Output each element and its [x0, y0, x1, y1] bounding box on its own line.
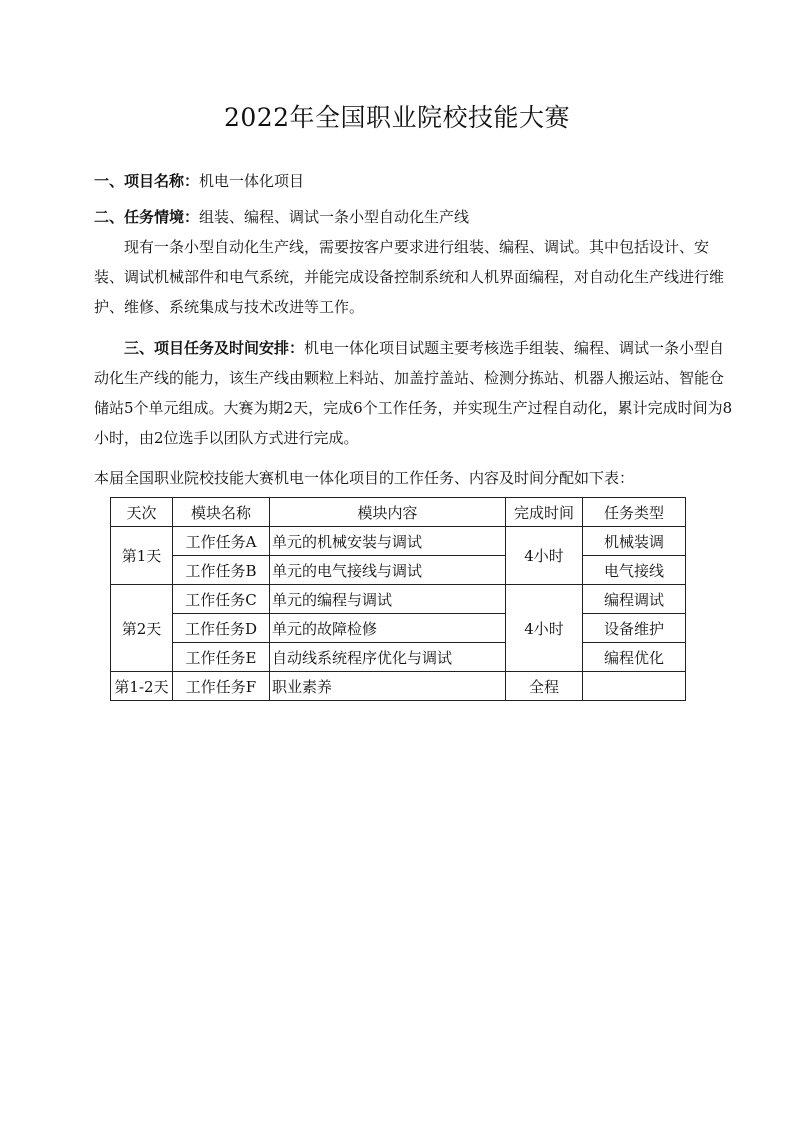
section-task-schedule-text: 机电一体化项目试题主要考核选手组装、编程、调试一条小型自动化生产线的能力，该生产线由颗粒上料站、加盖拧盖站、检测分拣站、机器人搬运站、智能仓储站5个单元组成。大赛为期2天，完成6个工作任务，并实现生产过程自动化，累计完成时间为8小时，由2位选手以团队方式进行完成。 — [94, 339, 733, 447]
cell-content: 单元的故障检修 — [270, 614, 506, 643]
cell-type: 编程优化 — [583, 643, 686, 672]
cell-module: 工作任务D — [173, 614, 270, 643]
cell-time: 4小时 — [506, 527, 583, 585]
header-completion-time: 完成时间 — [506, 498, 583, 527]
table-row — [111, 643, 686, 672]
cell-day: 第1天 — [111, 527, 173, 585]
header-day: 天次 — [111, 498, 173, 527]
table-intro: 本届全国职业院校技能大赛机电一体化项目的工作任务、内容及时间分配如下表： — [94, 469, 635, 487]
cell-type: 机械装调 — [583, 527, 686, 556]
section-project-name — [94, 166, 734, 196]
cell-module: 工作任务E — [173, 643, 270, 672]
cell-content: 自动线系统程序优化与调试 — [270, 643, 506, 672]
cell-day: 第2天 — [111, 585, 173, 672]
section-project-name-text: 机电一体化项目 — [199, 172, 305, 190]
document-title: 2022年全国职业院校技能大赛 — [223, 103, 571, 132]
cell-type: 电气接线 — [583, 556, 686, 585]
section-task-scenario-text: 组装、编程、调试一条小型自动化生产线 — [199, 208, 470, 226]
cell-time: 全程 — [506, 672, 583, 701]
section-task-scenario-body: 现有一条小型自动化生产线，需要按客户要求进行组装、编程、调试。其中包括设计、安装、调试机械部件和电气系统，并能完成设备控制系统和人机界面编程，对自动化生产线进行维护、维修、系统集成与技术改进等工作。 — [94, 238, 725, 316]
table-row — [111, 585, 686, 614]
cell-module: 工作任务C — [173, 585, 270, 614]
cell-type: 编程调试 — [583, 585, 686, 614]
header-task-type: 任务类型 — [583, 498, 686, 527]
cell-day: 第1-2天 — [111, 672, 173, 701]
cell-content: 单元的机械安装与调试 — [270, 527, 506, 556]
cell-module: 工作任务A — [173, 527, 270, 556]
cell-module: 工作任务B — [173, 556, 270, 585]
header-module-name: 模块名称 — [173, 498, 270, 527]
section-task-schedule — [94, 333, 734, 453]
section-task-scenario — [94, 202, 734, 232]
section-project-name-label: 一、项目名称： — [94, 172, 200, 190]
cell-content: 职业素养 — [270, 672, 506, 701]
cell-content: 单元的电气接线与调试 — [270, 556, 506, 585]
table-row — [111, 556, 686, 585]
section-task-scenario-label: 二、任务情境： — [94, 208, 200, 226]
table-header-row — [111, 498, 686, 527]
cell-module: 工作任务F — [173, 672, 270, 701]
section-task-schedule-label: 三、项目任务及时间安排： — [124, 339, 305, 357]
task-schedule-table — [110, 497, 686, 701]
cell-time: 4小时 — [506, 585, 583, 672]
cell-content: 单元的编程与调试 — [270, 585, 506, 614]
header-module-content: 模块内容 — [270, 498, 506, 527]
cell-type: 设备维护 — [583, 614, 686, 643]
cell-type — [583, 672, 686, 701]
table-row — [111, 672, 686, 701]
table-row — [111, 614, 686, 643]
table-row — [111, 527, 686, 556]
